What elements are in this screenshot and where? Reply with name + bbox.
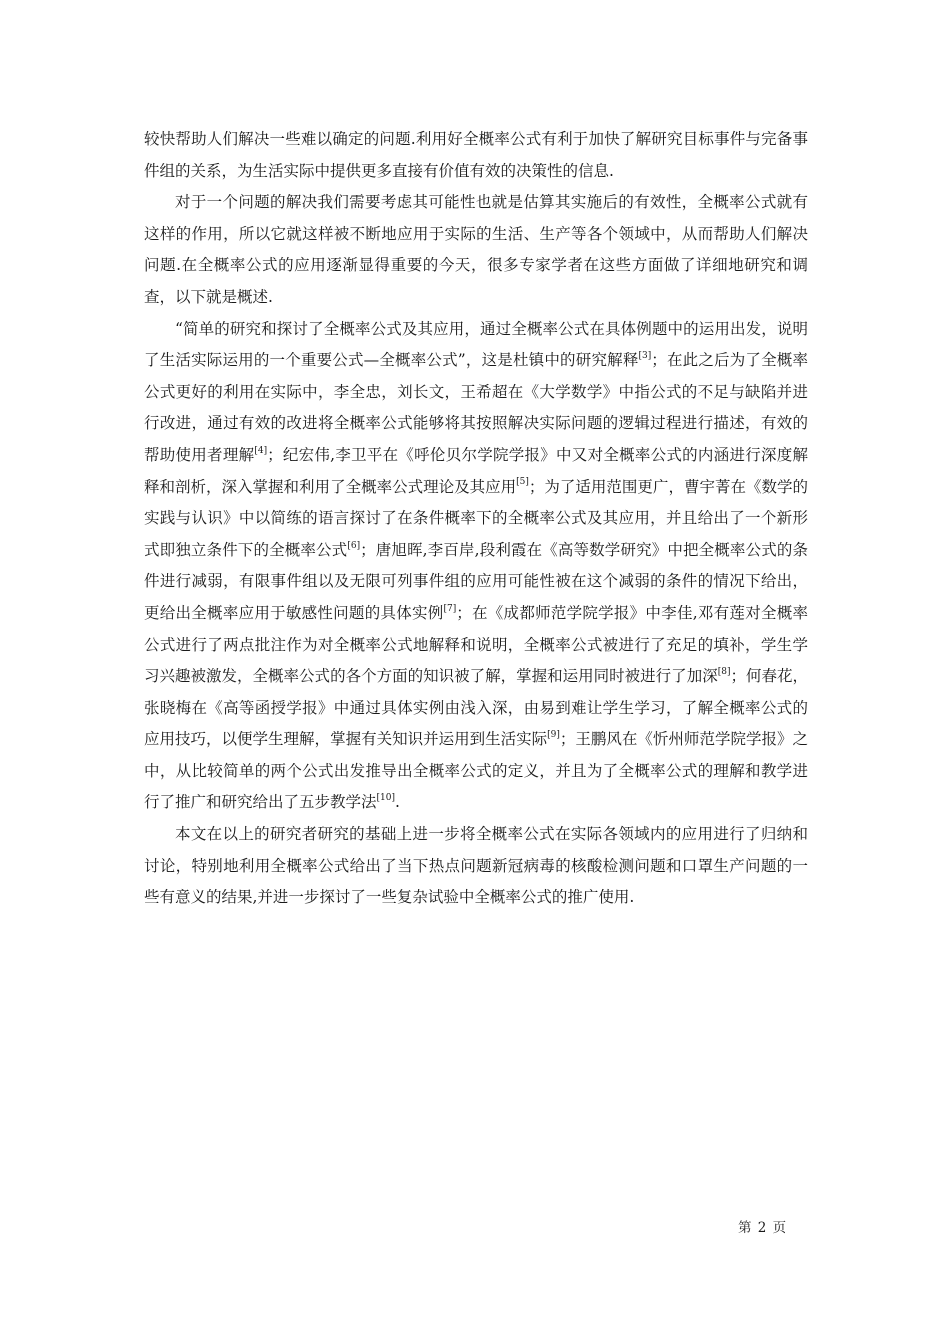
paragraph-text: ；在此之后为了全概率公式更好的利用在实际中，李全忠，刘长文，王希超在《大学数学》中指公式的不足与缺陷并进行改进，通过有效的改进将全概率公式能够将其按照解决实际问题的逻辑过程进行描述，有效的帮助使用者理解: [144, 351, 808, 464]
paragraph-text: .: [395, 793, 400, 812]
citation-ref: [3]: [638, 351, 652, 361]
paragraph: [144, 819, 808, 914]
paragraph-text: ；纪宏伟,李卫平在《呼伦贝尔学院学报》中又对全概率公式的内涵进行深度解释和剖析，深入掌握和利用了全概率公式理论及其应用: [144, 445, 808, 496]
paragraph-text: 本文在以上的研究者研究的基础上进一步将全概率公式在实际各领域内的应用进行了归纳和讨论，特别地利用全概率公式给出了当下热点问题新冠病毒的核酸检测问题和口罩生产问题的一些有意义的结果,并进一步探讨了一些复杂试验中全概率公式的推广使用.: [144, 825, 808, 907]
citation-ref: [7]: [443, 603, 457, 614]
citation-ref: [10]: [376, 793, 395, 804]
body-text: [144, 124, 808, 914]
paragraph: [144, 187, 808, 313]
citation-ref: [8]: [717, 666, 731, 677]
paragraph-text: ；唐旭晖,李百岸,段利霞在《高等数学研究》中把全概率公式的条件进行减弱，有限事件组以及无限可列事件组的应用可能性被在这个减弱的条件的情况下给出，更给出全概率应用于敏感性问题的具体实例: [144, 540, 808, 622]
paragraph-text: ；何春花，张晓梅在《高等函授学报》中通过具体实例由浅入深，由易到难让学生学习，了解全概率公式的应用技巧，以便学生理解，掌握有关知识并运用到生活实际: [144, 667, 808, 749]
paragraph-text: ；在《成都师范学院学报》中李佳,邓有莲对全概率公式进行了两点批注作为对全概率公式地解释和说明，全概率公式被进行了充足的填补，学生学习兴趣被激发，全概率公式的各个方面的知识被了解，掌握和运用同时被进行了加深: [144, 603, 808, 686]
paragraph-text: 对于一个问题的解决我们需要考虑其可能性也就是估算其实施后的有效性，全概率公式就有这样的作用，所以它就这样被不断地应用于实际的生活、生产等各个领域中，从而帮助人们解决问题.在全概率公式的应用逐渐显得重要的今天，很多专家学者在这些方面做了详细地研究和调查，以下就是概述.: [144, 193, 808, 306]
citation-ref: [5]: [516, 477, 529, 488]
paragraph: [144, 124, 808, 187]
paragraph-text: ；王鹏风在《忻州师范学院学报》之中，从比较简单的两个公式出发推导出全概率公式的定义，并且为了全概率公式的理解和教学进行了推广和研究给出了五步教学法: [144, 730, 808, 812]
paragraph-text: “简单的研究和探讨了全概率公式及其应用，通过全概率公式在具体例题中的运用出发，说明了生活实际运用的一个重要公式—全概率公式”，这是杜镇中的研究解释: [144, 319, 808, 370]
paragraph-text: ；为了适用范围更广，曹宇菁在《数学的实践与认识》中以简练的语言探讨了在条件概率下的全概率公式及其应用，并且给出了一个新形式即独立条件下的全概率公式: [144, 477, 808, 559]
citation-ref: [9]: [547, 730, 560, 741]
page-number: 第 2 页: [738, 1220, 788, 1236]
paragraph: [144, 314, 808, 820]
paragraph-text: 较快帮助人们解决一些难以确定的问题.利用好全概率公式有利于加快了解研究目标事件与完备事件组的关系，为生活实际中提供更多直接有价值有效的决策性的信息.: [144, 130, 808, 180]
citation-ref: [4]: [254, 445, 268, 456]
citation-ref: [6]: [347, 540, 361, 551]
